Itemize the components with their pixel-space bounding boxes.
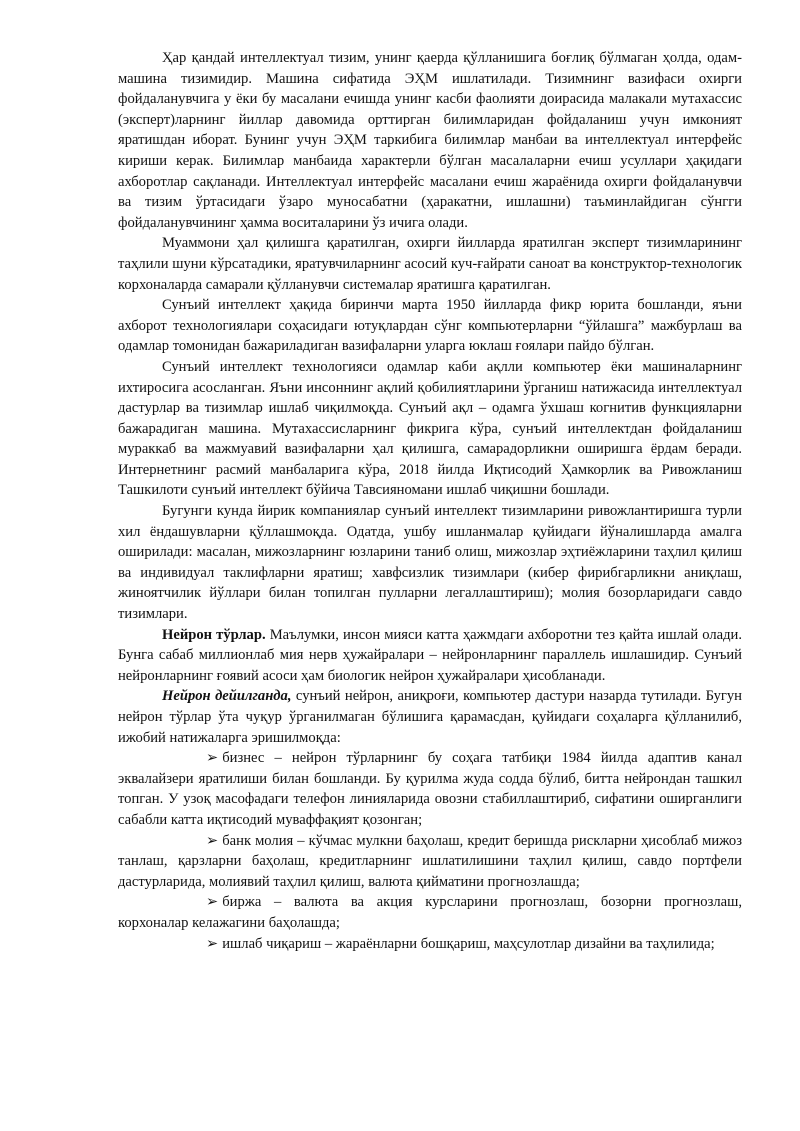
paragraph-ai-technology: Сунъий интеллект технологияси одамлар каби ақлли компьютер ёки машиналарнинг ихтиросига асосланган. Яъни инсоннинг ақлий қобилиятларини ўрганиш натижасида интеллектуал дастурлар ва тизимлар ишлаб чиқилмоқда. Сунъий ақл – одамга ўхшаш когнитив функцияларни бажарадиган машина. Мутахассисларнинг фикрига кўра, сунъий интеллектдан фойдаланиш мураккаб ва мажмуавий вазифаларни ҳал қилишга, самарадорликни оширишга ёрдам беради. Интернетнинг расмий манбаларига кўра, 2018 йилда Иқтисодий Ҳамкорлик ва Ривожланиш Ташкилоти сунъий интеллект бўйича Тавсияномани ишлаб чиқишни бошлади. xyxy=(118,358,742,499)
neuron-definition-text: сунъий нейрон, аниқроғи, компьютер дастури назарда тутилади. Бугун нейрон тўрлар ўта чуқур ўрганилмаган бўлишига қарамасдан, қуйидаги соҳаларга қўлланилиб, ижобий натижаларга эришилмоқда: xyxy=(118,688,742,746)
paragraph-neural-networks xyxy=(118,625,742,687)
arrow-bullet-icon: ➢ xyxy=(206,750,219,767)
bullet-text: биржа – валюта ва акция курсларини прогнозлаш, бозорни прогнозлаш, корхоналар келажагини баҳолашда; xyxy=(118,894,742,931)
arrow-bullet-icon: ➢ xyxy=(206,935,219,952)
paragraph-intelligent-system: Ҳар қандай интеллектуал тизим, унинг қаерда қўлланишига боғлиқ бўлмаган ҳолда, одам-машина тизимидир. Машина сифатида ЭҲМ ишлатилади. Тизимнинг вазифаси охирги фойдаланувчига у ёки бу масалани ечишда унинг касби фаолияти доирасида малакали мутахассис (эксперт)ларнинг йиллар давомида орттирган билимларидан фойдаланиш учун имконият яратишдан иборат. Бунинг учун ЭҲМ таркибига билимлар манбаи ва интеллектуал интерфейс кириши керак. Билимлар манбаида характерли бўлган масалаларни ечиш усуллари ҳақидаги ахборотлар сақланади. Интеллектуал интерфейс масалани ечиш жараёнида охирги фойдаланувчи ва тизим ўртасидаги ўзаро муносабатни (ҳаракатни, ишлашни) таъминлайдиган сўнгги фойдаланувчининг ҳамма воситаларини ўз ичига олади. xyxy=(118,50,742,231)
bullet-text: бизнес – нейрон тўрларнинг бу соҳага татбиқи 1984 йилда адаптив канал эквалайзери яратилиши билан бошланди. Бу қурилма жуда содда бўлиб, битта нейрондан ташкил топган. У узоқ масофадаги телефон линияларида овозни стабиллаштириб, сифатини оширганлиги сабабли катта иқтисодий муваффақият қозонган; xyxy=(118,750,742,828)
bullet-item-banking xyxy=(118,831,742,893)
arrow-bullet-icon: ➢ xyxy=(206,832,219,849)
neural-networks-heading: Нейрон тўрлар. xyxy=(162,626,266,643)
bullet-item-exchange xyxy=(118,892,742,933)
bullet-text: банк молия – кўчмас мулкни баҳолаш, кредит беришда рискларни ҳисоблаб мижоз танлаш, қарзларни баҳолаш, кредитларнинг ишлатилишини таҳлил қилиш, савдо портфели дастурларида, молиявий таҳлил қилиш, валюта қийматини прогнозлашда; xyxy=(118,832,742,890)
paragraph-neuron-definition xyxy=(118,686,742,748)
bullet-text: ишлаб чиқариш – жараёнларни бошқариш, маҳсулотлар дизайни ва таҳлилида; xyxy=(222,935,715,952)
bullet-item-business xyxy=(118,748,742,830)
bullet-item-manufacturing xyxy=(118,934,742,955)
neural-networks-text: Маълумки, инсон мияси катта ҳажмдаги ахборотни тез қайта ишлай олади. Бунга сабаб миллионлаб мия нерв ҳужайралари – нейронларнинг параллель ишлашидир. Сунъий нейронларнинг ғоявий асоси ҳам биологик нейрон ҳужайралари ҳисобланади. xyxy=(118,626,742,684)
paragraph-expert-systems: Муаммони ҳал қилишга қаратилган, охирги йилларда яратилган эксперт тизимларининг таҳлили шуни кўрсатадики, яратувчиларнинг асосий куч-ғайрати саноат ва конструктор-технологик корхоналарда самарали қўлланувчи системалар яратишга қаратилган. xyxy=(118,235,742,293)
arrow-bullet-icon: ➢ xyxy=(206,894,219,911)
neuron-definition-term: Нейрон дейилганда, xyxy=(162,688,292,705)
paragraph-companies: Бугунги кунда йирик компаниялар сунъий интеллект тизимларини ривожлантиришга турли хил ёндашувларни қўллашмоқда. Одатда, ушбу ишланмалар қуйидаги йўналишларда амалга оширилади: масалан, мижозларнинг юзларини таниб олиш, мижозлар эҳтиёжларини таҳлил қилиш ва индивидуал таклифларни яратиш; хавфсизлик тизимлари (кибер фирибгарликни аниқлаш, жиноятчилик йўллари билан топилган пулларни легаллаштириш); молия бозорларидаги савдо тизимлари. xyxy=(118,503,742,623)
document-page xyxy=(118,48,742,954)
paragraph-ai-history: Сунъий интеллект ҳақида биринчи марта 1950 йилларда фикр юрита бошланди, яъни ахборот технологиялари соҳасидаги ютуқлардан сўнг компьютерларни “ўйлашга” мажбурлаш ва одамлар томонидан бажариладиган вазифаларни уларга юклаш ғоялари пайдо бўлган. xyxy=(118,297,742,355)
